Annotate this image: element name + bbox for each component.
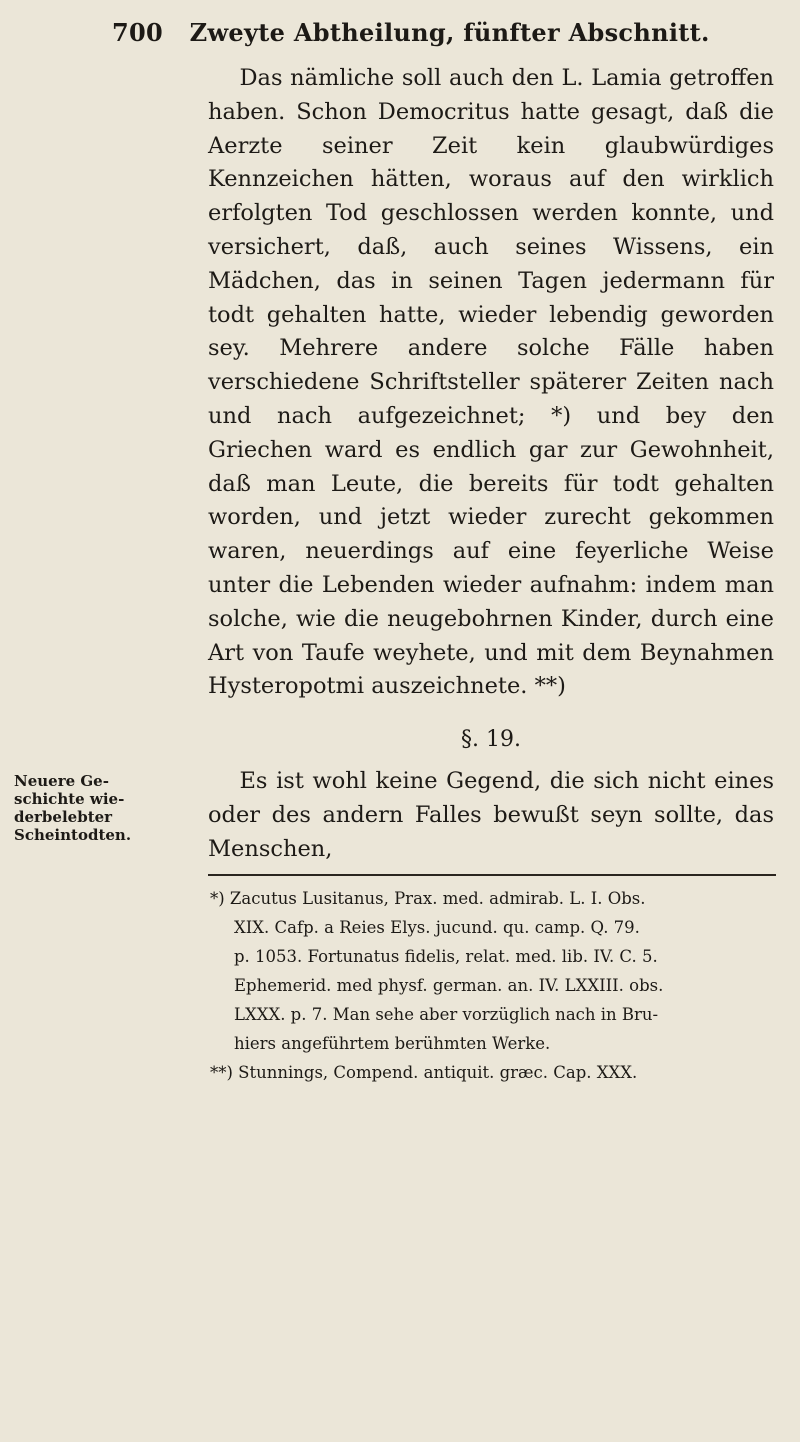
main-text-block	[208, 62, 774, 704]
paragraph: Das nämliche soll auch den L. Lamia getroffen haben. Schon Democritus hatte gesagt, daß die Aerzte seiner Zeit kein glaubwürdiges Kennzeichen hätten, woraus auf den wirklich erfolgten Tod geschlossen werden konnte, und versichert, daß, auch seines Wissens, ein Mädchen, das in seinen Tagen jedermann für todt gehalten hatte, wieder lebendig geworden sey. Mehrere andere solche Fälle haben verschiedene Schriftsteller späterer Zeiten nach und nach aufgezeichnet; *) und bey den Griechen ward es endlich gar zur Gewohnheit, daß man Leute, die bereits für todt gehalten worden, und jetzt wieder zurecht gekommen waren, neuerdings auf eine feyerliche Weise unter die Lebenden wieder aufnahm: indem man solche, wie die neugebohrnen Kinder, durch eine Art von Taufe weyhete, und mit dem Beynahmen Hysteropotmi auszeichnete. **)	[208, 65, 774, 700]
page-number: 700	[112, 18, 163, 47]
paragraph: Es ist wohl keine Gegend, die sich nicht eines oder des andern Falles bewußt seyn sollte, das Menschen,	[208, 768, 774, 862]
footnote-divider	[208, 874, 776, 876]
footnote-line: LXXX. p. 7. Man sehe aber vorzüglich nach in Bru-	[234, 1005, 659, 1024]
margin-note-line: schichte wie-	[14, 790, 125, 808]
margin-note	[14, 772, 194, 844]
footnote-line: *) Zacutus Lusitanus, Prax. med. admirab. L. I. Obs.	[210, 889, 646, 908]
footnote-line: hiers angeführtem berühmten Werke.	[234, 1034, 551, 1053]
margin-note-line: Scheintodten.	[14, 826, 132, 844]
footnote-line: **) Stunnings, Compend. antiquit. græc. Cap. XXX.	[210, 1063, 638, 1082]
footnotes	[210, 884, 770, 1087]
section-heading: §. 19.	[461, 727, 521, 752]
footnote-line: XIX. Cafp. a Reies Elys. jucund. qu. camp. Q. 79.	[234, 918, 640, 937]
running-header	[112, 18, 762, 47]
footnote-line: p. 1053. Fortunatus fidelis, relat. med. lib. IV. C. 5.	[234, 947, 658, 966]
footnote-line: Ephemerid. med physf. german. an. IV. LXXIII. obs.	[234, 976, 664, 995]
margin-note-line: Neuere Ge-	[14, 772, 109, 790]
section-text-block	[208, 765, 774, 866]
running-title: Zweyte Abtheilung, fünfter Abschnitt.	[189, 18, 710, 47]
margin-note-line: derbelebter	[14, 808, 113, 826]
